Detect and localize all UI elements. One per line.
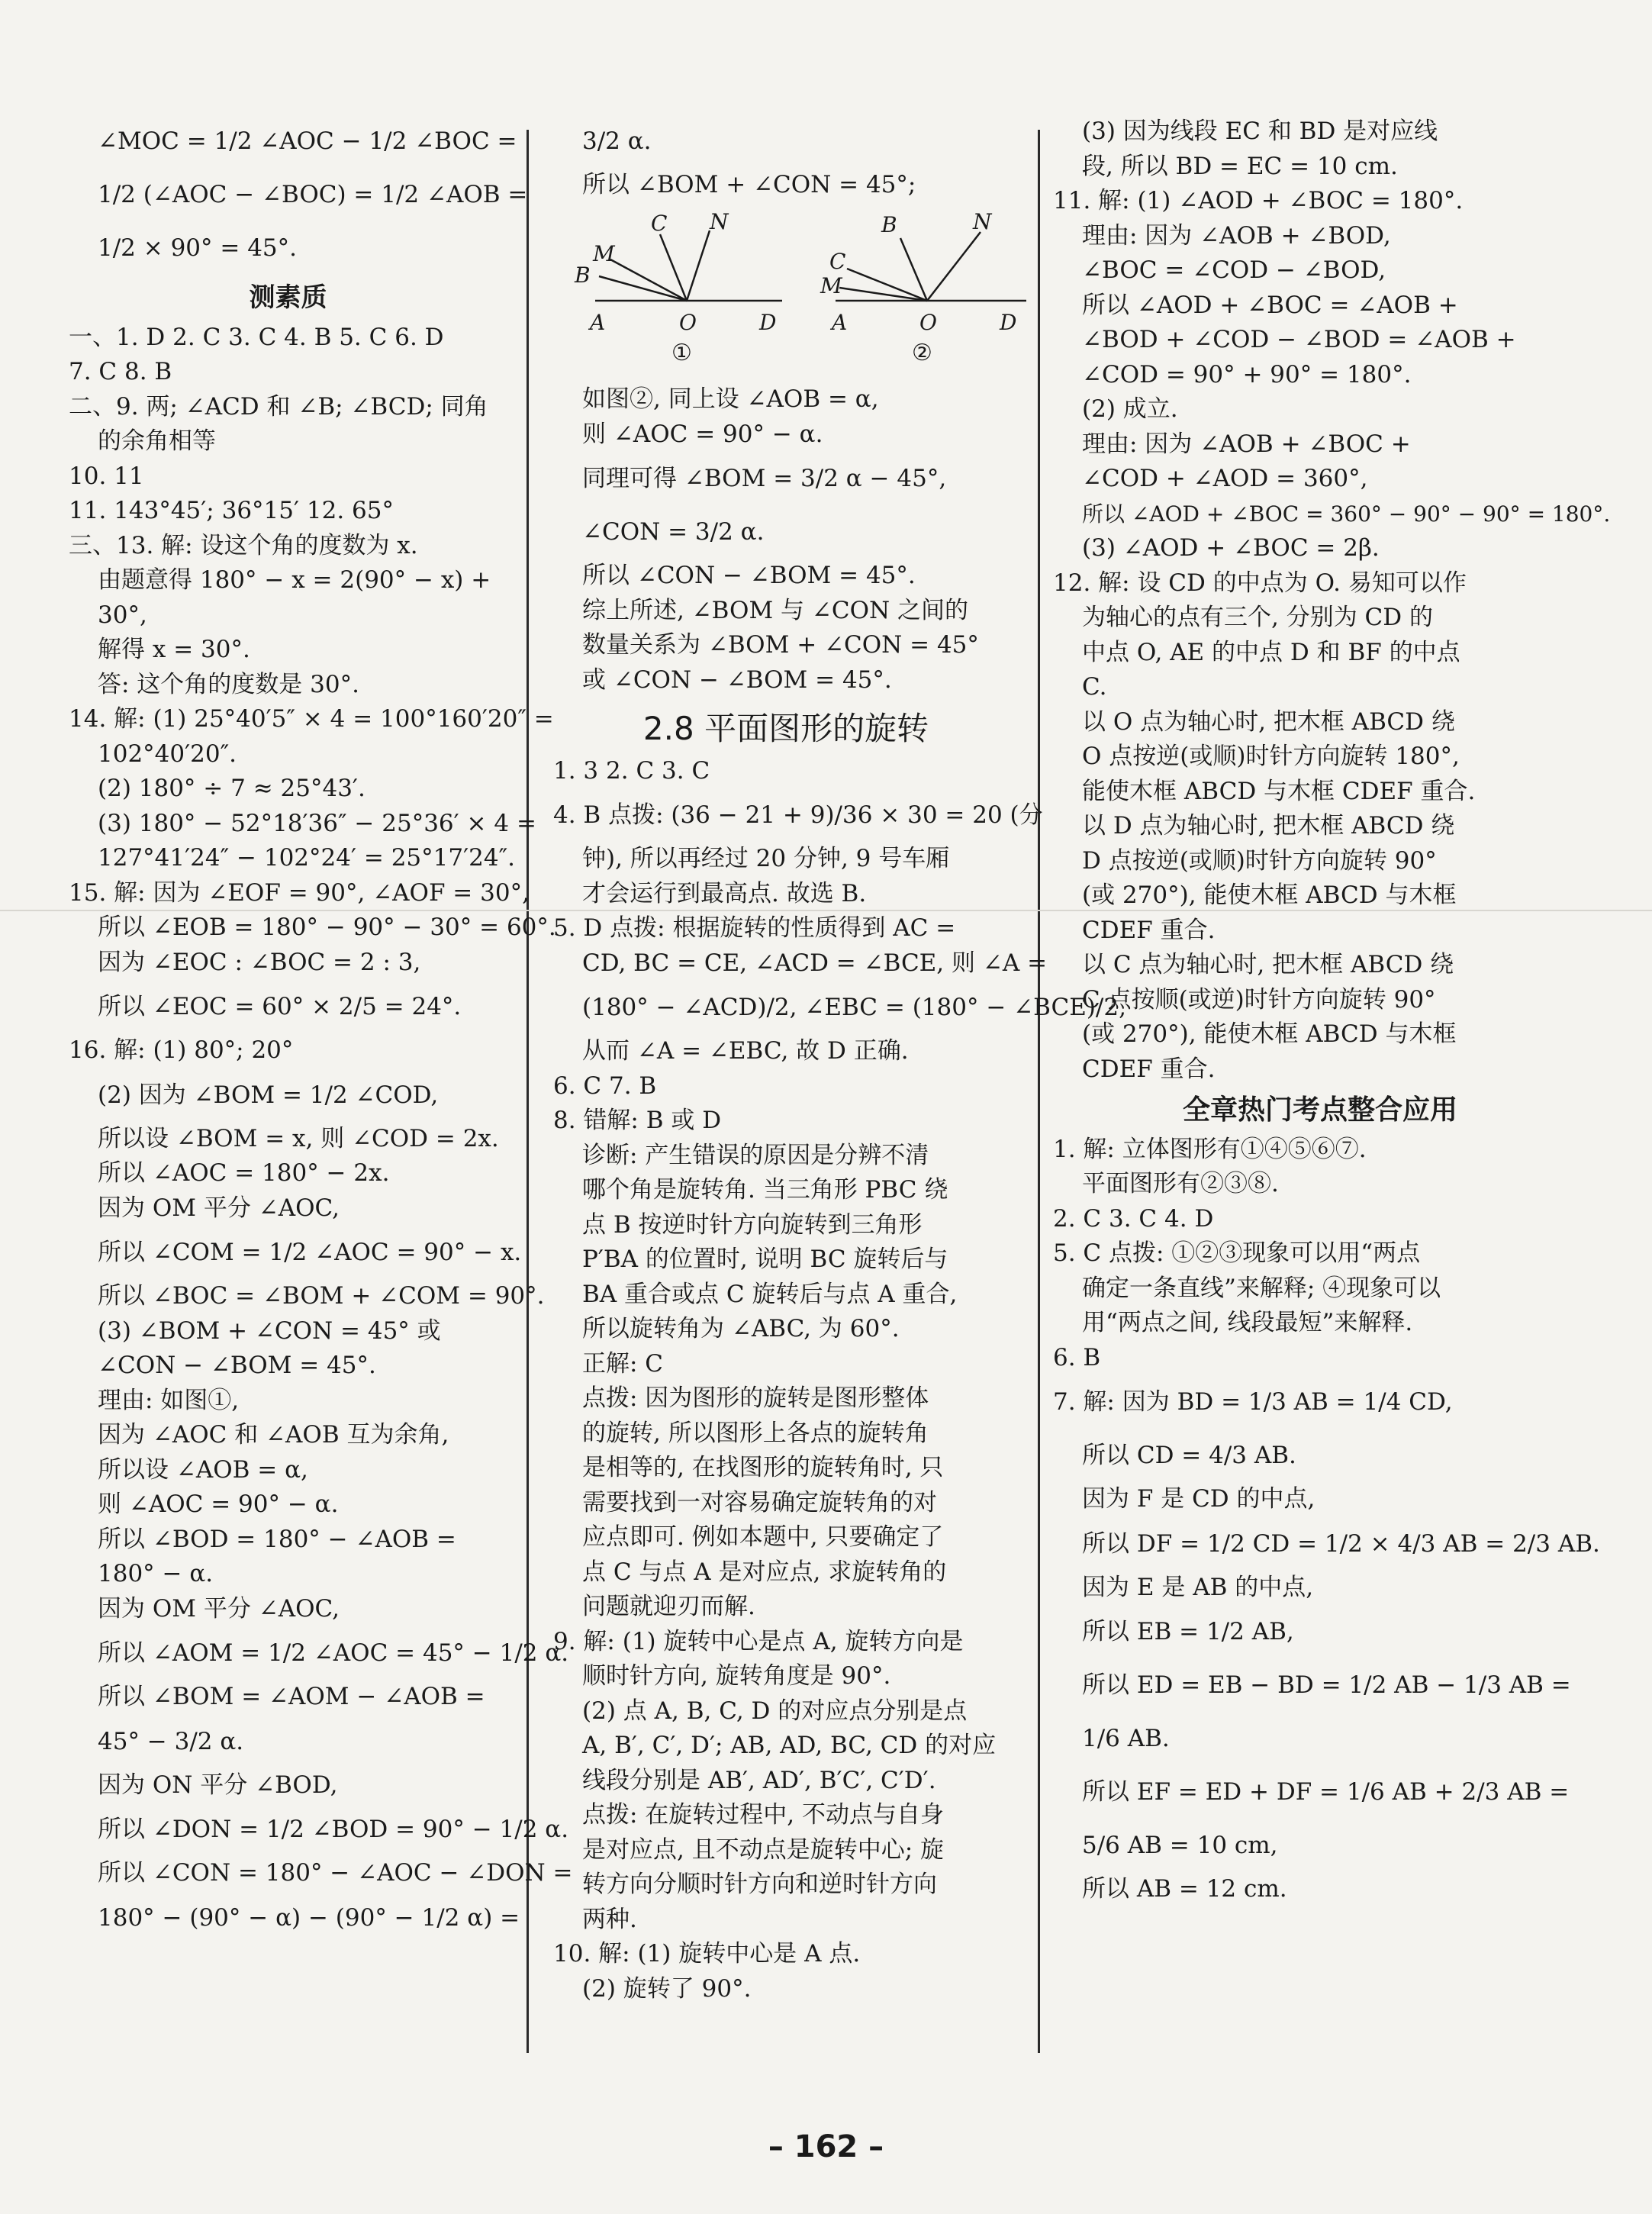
text-line: C 点按顺(或逆)时针方向旋转 90° — [1082, 985, 1436, 1014]
text-line: 为轴心的点有三个, 分别为 CD 的 — [1082, 604, 1433, 631]
text-line: 的旋转, 所以图形上各点的旋转角 — [582, 1419, 929, 1447]
text-line: 从而 ∠A = ∠EBC, 故 D 正确. — [582, 1037, 909, 1065]
text-line: 180° − (90° − α) − (90° − 1/2 α) = — [98, 1903, 520, 1932]
text-line: 顺时针方向, 旋转角度是 90°. — [582, 1662, 891, 1690]
text-line: 所以 EB = 1/2 AB, — [1082, 1618, 1294, 1645]
text-line: 段, 所以 BD = EC = 10 cm. — [1082, 152, 1398, 180]
text-line: 诊断: 产生错误的原因是分辨不清 — [582, 1141, 929, 1169]
text-line: 答: 这个角的度数是 30°. — [98, 670, 359, 698]
text-line: 7. C 8. B — [69, 358, 172, 385]
text-line: 因为 ∠EOC : ∠BOC = 2 : 3, — [98, 948, 421, 976]
text-line: 12. 解: 设 CD 的中点为 O. 易知可以作 — [1053, 569, 1467, 597]
figure-line — [660, 234, 687, 301]
text-line: (180° − ∠ACD)/2, ∠EBC = (180° − ∠BCE)/2, — [582, 994, 1126, 1021]
figure-label: D — [759, 309, 777, 335]
figure-line — [839, 288, 927, 301]
text-line: 中点 O, AE 的中点 D 和 BF 的中点 — [1082, 638, 1460, 666]
text-line: 5/6 AB = 10 cm, — [1082, 1832, 1278, 1859]
text-line: 所以 ∠COM = 1/2 ∠AOC = 90° − x. — [98, 1239, 522, 1266]
text-line: ∠MOC = 1/2 ∠AOC − 1/2 ∠BOC = — [98, 127, 517, 155]
text-line: 5. D 点拨: 根据旋转的性质得到 AC = — [553, 914, 956, 942]
text-line: 所以 ∠BOD = 180° − ∠AOB = — [98, 1525, 456, 1553]
text-line: 所以设 ∠AOB = α, — [98, 1455, 308, 1484]
text-line: 是相等的, 在找图形的旋转角时, 只 — [582, 1454, 944, 1481]
text-line: 由题意得 180° − x = 2(90° − x) + — [98, 566, 491, 594]
text-line: 1/2 × 90° = 45°. — [98, 234, 298, 262]
figure-label: M — [820, 272, 842, 298]
text-line: 3/2 α. — [582, 127, 652, 155]
text-line: 所以 ∠EOC = 60° × 2/5 = 24°. — [98, 993, 462, 1020]
text-line: 8. 错解: B 或 D — [553, 1107, 722, 1134]
text-line: 用“两点之间, 线段最短”来解释. — [1082, 1309, 1413, 1336]
text-line: 以 O 点为轴心时, 把木框 ABCD 绕 — [1082, 707, 1455, 736]
text-line: 理由: 因为 ∠AOB + ∠BOC + — [1082, 430, 1411, 458]
text-line: 正解: C — [582, 1349, 664, 1378]
text-line: 的余角相等 — [98, 427, 216, 455]
text-line: 因为 OM 平分 ∠AOC, — [98, 1194, 340, 1222]
text-line: 30°, — [98, 601, 147, 629]
text-line: CD, BC = CE, ∠ACD = ∠BCE, 则 ∠A = — [582, 949, 1048, 977]
text-line: (3) 因为线段 EC 和 BD 是对应线 — [1082, 118, 1438, 145]
figure-label: O — [919, 309, 937, 335]
text-line: 线段分别是 AB′, AD′, B′C′, C′D′. — [582, 1766, 936, 1794]
text-line: 二、9. 两; ∠ACD 和 ∠B; ∠BCD; 同角 — [69, 392, 488, 421]
text-line: 127°41′24″ − 102°24′ = 25°17′24″. — [98, 844, 516, 872]
text-line: 解得 x = 30°. — [98, 636, 250, 663]
section-title: 2.8 平面图形的旋转 — [642, 710, 929, 747]
text-line: 所以 DF = 1/2 CD = 1/2 × 4/3 AB = 2/3 AB. — [1082, 1529, 1600, 1558]
text-line: BA 重合或点 C 旋转后与点 A 重合, — [582, 1280, 958, 1308]
page-number: – 162 – — [768, 2129, 884, 2164]
text-line: 所以 CD = 4/3 AB. — [1082, 1442, 1296, 1469]
figure-label: C — [651, 210, 668, 236]
text-line: D 点按逆(或顺)时针方向旋转 90° — [1082, 846, 1437, 875]
figure-label: B — [575, 262, 591, 288]
text-line: 所以 ED = EB − BD = 1/2 AB − 1/3 AB = — [1082, 1671, 1571, 1699]
text-line: 同理可得 ∠BOM = 3/2 α − 45°, — [582, 465, 947, 492]
text-line: 因为 ∠AOC 和 ∠AOB 互为余角, — [98, 1421, 449, 1449]
text-line: 如图②, 同上设 ∠AOB = α, — [582, 385, 879, 413]
text-line: 应点即可. 例如本题中, 只要确定了 — [582, 1523, 944, 1551]
text-line: 所以 ∠AOM = 1/2 ∠AOC = 45° − 1/2 α. — [98, 1639, 569, 1667]
text-line: 1/2 (∠AOC − ∠BOC) = 1/2 ∠AOB = — [98, 181, 528, 208]
text-line: 所以旋转角为 ∠ABC, 为 60°. — [582, 1315, 900, 1342]
text-line: 9. 解: (1) 旋转中心是点 A, 旋转方向是 — [553, 1627, 964, 1655]
text-line: 转方向分顺时针方向和逆时针方向 — [582, 1871, 937, 1898]
text-line: (或 270°), 能使木框 ABCD 与木框 — [1082, 1020, 1457, 1048]
text-line: 15. 解: 因为 ∠EOF = 90°, ∠AOF = 30°, — [69, 878, 530, 907]
text-line: 180° − α. — [98, 1560, 214, 1587]
figure-line — [610, 259, 687, 301]
text-line: 综上所述, ∠BOM 与 ∠CON 之间的 — [582, 596, 968, 624]
text-line: 点 B 按逆时针方向旋转到三角形 — [582, 1210, 923, 1239]
text-line: 所以 ∠AOD + ∠BOC = ∠AOB + — [1082, 291, 1458, 319]
text-line: 钟), 所以再经过 20 分钟, 9 号车厢 — [582, 845, 950, 872]
text-line: 所以 ∠CON = 180° − ∠AOC − ∠DON = — [98, 1859, 573, 1887]
text-line: ∠BOC = ∠COD − ∠BOD, — [1082, 256, 1386, 284]
text-line: 平面图形有②③⑧. — [1082, 1170, 1279, 1197]
figure-label: B — [881, 211, 897, 237]
text-line: 能使木框 ABCD 与木框 CDEF 重合. — [1082, 777, 1476, 805]
text-line: (3) ∠BOM + ∠CON = 45° 或 — [98, 1316, 441, 1345]
text-line: 所以设 ∠BOM = x, 则 ∠COD = 2x. — [98, 1124, 499, 1152]
text-line: 6. C 7. B — [553, 1072, 657, 1100]
text-line: (2) 成立. — [1082, 395, 1178, 423]
text-line: 理由: 因为 ∠AOB + ∠BOD, — [1082, 221, 1391, 250]
figure-line — [927, 232, 981, 301]
figure-label: A — [832, 309, 848, 335]
section-heading: 全章热门考点整合应用 — [1182, 1094, 1457, 1126]
text-line: 1. 解: 立体图形有①④⑤⑥⑦. — [1053, 1135, 1367, 1163]
text-line: 以 D 点为轴心时, 把木框 ABCD 绕 — [1082, 812, 1455, 840]
text-line: 需要找到一对容易确定旋转角的对 — [582, 1488, 937, 1516]
text-line: ∠CON − ∠BOM = 45°. — [98, 1352, 376, 1379]
text-line: 两种. — [582, 1905, 637, 1933]
text-line: 点拨: 在旋转过程中, 不动点与自身 — [582, 1801, 945, 1829]
text-line: ∠COD + ∠AOD = 360°, — [1082, 465, 1368, 492]
text-line: O 点按逆(或顺)时针方向旋转 180°, — [1082, 743, 1460, 770]
text-line: (2) 因为 ∠BOM = 1/2 ∠COD, — [98, 1081, 439, 1109]
column-divider — [1038, 130, 1040, 2053]
text-line: 理由: 如图①, — [98, 1386, 240, 1414]
section-heading: 测素质 — [249, 282, 327, 313]
column-right — [1053, 114, 1611, 1907]
text-line: A, B′, C′, D′; AB, AD, BC, CD 的对应 — [582, 1732, 997, 1759]
text-line: 102°40′20″. — [98, 740, 237, 768]
text-line: ∠CON = 3/2 α. — [582, 518, 765, 546]
text-line: ∠COD = 90° + 90° = 180°. — [1082, 360, 1412, 388]
text-line: 一、1. D 2. C 3. C 4. B 5. C 6. D — [69, 323, 444, 351]
text-line: 10. 11 — [69, 462, 144, 490]
text-line: CDEF 重合. — [1082, 1055, 1216, 1083]
text-line: 三、13. 解: 设这个角的度数为 x. — [69, 531, 418, 559]
text-line: 所以 EF = ED + DF = 1/6 AB + 2/3 AB = — [1082, 1778, 1570, 1806]
text-line: 则 ∠AOC = 90° − α. — [582, 420, 823, 448]
figure-caption: ② — [912, 339, 932, 366]
text-line: 所以 ∠BOM = ∠AOM − ∠AOB = — [98, 1683, 485, 1710]
figure-label: N — [710, 208, 729, 234]
figure-label: M — [593, 240, 615, 266]
column-divider — [527, 130, 529, 2053]
figure-label: C — [829, 248, 846, 274]
figure-line — [599, 276, 687, 301]
text-line: 或 ∠CON − ∠BOM = 45°. — [582, 665, 892, 694]
text-line: (或 270°), 能使木框 ABCD 与木框 — [1082, 881, 1457, 909]
text-line: 因为 F 是 CD 的中点, — [1082, 1485, 1315, 1513]
text-line: 6. B — [1053, 1343, 1101, 1371]
text-line: ∠BOD + ∠COD − ∠BOD = ∠AOB + — [1082, 326, 1516, 353]
text-line: CDEF 重合. — [1082, 916, 1216, 944]
text-line: 因为 OM 平分 ∠AOC, — [98, 1594, 340, 1623]
text-line: 则 ∠AOC = 90° − α. — [98, 1491, 339, 1518]
text-line: (3) ∠AOD + ∠BOC = 2β. — [1082, 534, 1380, 562]
text-line: 4. B 点拨: (36 − 21 + 9)/36 × 30 = 20 (分 — [553, 801, 1043, 829]
figure-caption: ① — [671, 339, 692, 366]
text-line: 1. 3 2. C 3. C — [553, 756, 710, 785]
figure-label: A — [590, 309, 606, 335]
text-line: 以 C 点为轴心时, 把木框 ABCD 绕 — [1082, 951, 1454, 978]
text-line: 5. C 点拨: ①②③现象可以用“两点 — [1053, 1239, 1421, 1267]
text-line: 11. 解: (1) ∠AOD + ∠BOC = 180°. — [1053, 187, 1464, 214]
angle-figure — [553, 208, 1017, 368]
text-line: 45° − 3/2 α. — [98, 1727, 244, 1755]
column-left — [69, 114, 573, 1945]
text-line: (3) 180° − 52°18′36″ − 25°36′ × 4 = — [98, 809, 536, 837]
figure-line — [687, 230, 710, 301]
text-line: 7. 解: 因为 BD = 1/3 AB = 1/4 CD, — [1053, 1388, 1453, 1416]
text-line: 因为 ON 平分 ∠BOD, — [98, 1771, 338, 1799]
figure-label: N — [973, 208, 992, 234]
text-line: 所以 ∠DON = 1/2 ∠BOD = 90° − 1/2 α. — [98, 1816, 569, 1843]
text-line: 11. 143°45′; 36°15′ 12. 65° — [69, 497, 394, 524]
text-line: 所以 ∠EOB = 180° − 90° − 30° = 60°. — [98, 914, 556, 941]
text-line: 点拨: 因为图形的旋转是图形整体 — [582, 1384, 929, 1412]
text-line: 才会运行到最高点. 故选 B. — [582, 879, 867, 907]
text-line: 所以 AB = 12 cm. — [1082, 1875, 1287, 1903]
text-line: 哪个角是旋转角. 当三角形 PBC 绕 — [582, 1176, 948, 1204]
text-line: 所以 ∠CON − ∠BOM = 45°. — [582, 562, 916, 589]
text-line: 所以 ∠AOC = 180° − 2x. — [98, 1159, 390, 1187]
text-line: 16. 解: (1) 80°; 20° — [69, 1036, 294, 1064]
text-line: 所以 ∠AOD + ∠BOC = 360° − 90° − 90° = 180°. — [1082, 501, 1611, 527]
text-line: 点 C 与点 A 是对应点, 求旋转角的 — [582, 1558, 947, 1586]
text-line: 14. 解: (1) 25°40′5″ × 4 = 100°160′20″ = — [69, 705, 554, 733]
figure-label: D — [1000, 309, 1017, 335]
text-line: (2) 点 A, B, C, D 的对应点分别是点 — [582, 1697, 968, 1725]
text-line: (2) 旋转了 90°. — [582, 1974, 752, 2003]
text-line: 因为 E 是 AB 的中点, — [1082, 1573, 1314, 1601]
text-line: 所以 ∠BOM + ∠CON = 45°; — [582, 171, 916, 198]
text-line: 确定一条直线”来解释; ④现象可以 — [1082, 1274, 1441, 1302]
text-line: 1/6 AB. — [1082, 1725, 1170, 1752]
figure-label: O — [679, 309, 697, 335]
text-line: 10. 解: (1) 旋转中心是 A 点. — [553, 1940, 861, 1967]
text-line: 问题就迎刃而解. — [582, 1593, 755, 1620]
text-line: 是对应点, 且不动点是旋转中心; 旋 — [582, 1835, 945, 1864]
text-line: C. — [1082, 673, 1107, 701]
text-line: 所以 ∠BOC = ∠BOM + ∠COM = 90°. — [98, 1282, 545, 1310]
text-line: (2) 180° ÷ 7 ≈ 25°43′. — [98, 775, 366, 802]
text-line: 2. C 3. C 4. D — [1053, 1204, 1214, 1233]
text-line: P′BA 的位置时, 说明 BC 旋转后与 — [582, 1246, 948, 1273]
text-line: 数量关系为 ∠BOM + ∠CON = 45° — [582, 631, 979, 659]
